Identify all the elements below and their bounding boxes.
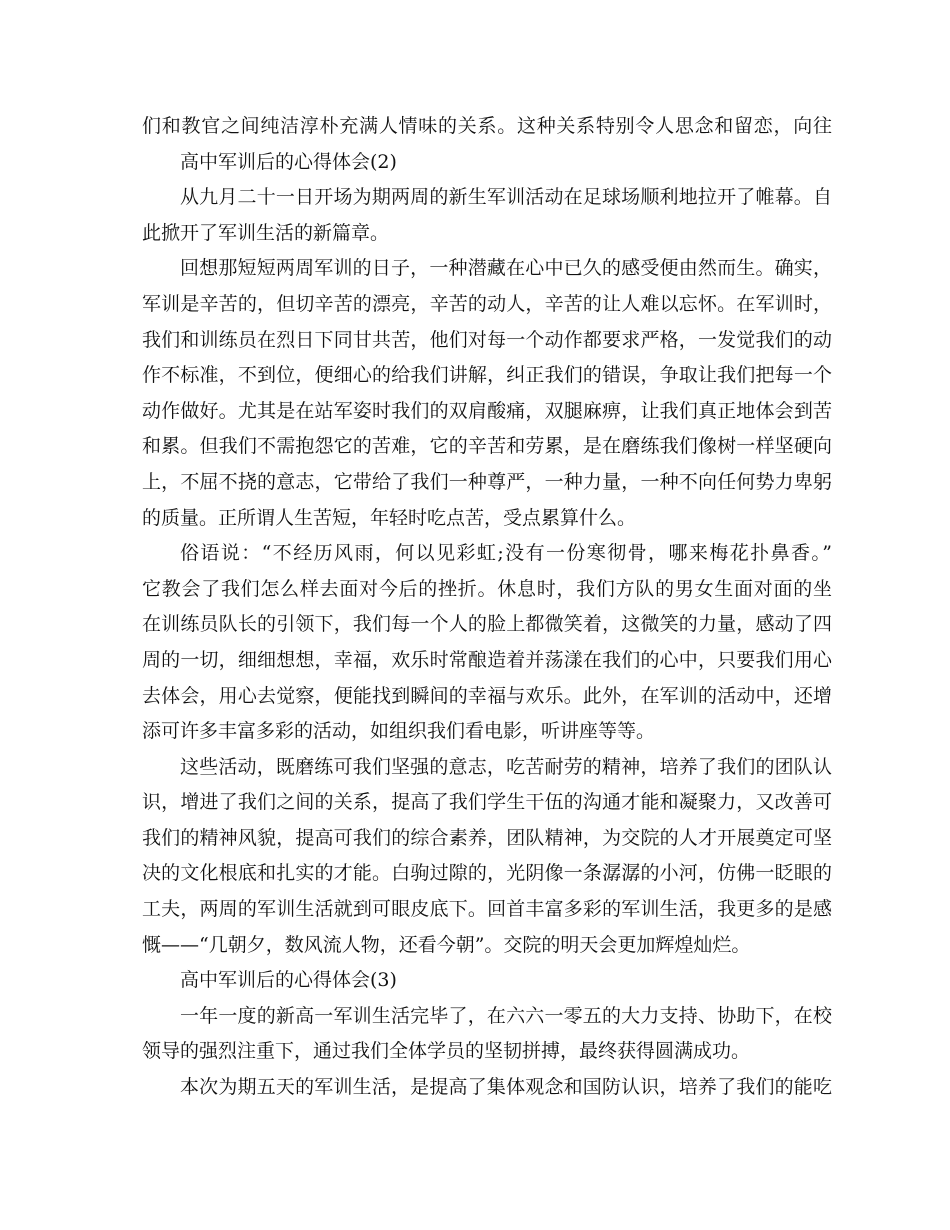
text-line: 我们的精神风貌，提高可我们的综合素养，团队精神，为交院的人才开展奠定可坚 (142, 826, 832, 849)
text-line: 在训练员队长的引领下，我们每一个人的脸上都微笑着，这微笑的力量，感动了四 (142, 613, 832, 636)
text-line: 一年一度的新高一军训生活完毕了，在六六一零五的大力支持、协助下，在校 (180, 1004, 832, 1027)
text-line: 作不标准，不到位，便细心的给我们讲解，纠正我们的错误，争取让我们把每一个 (142, 364, 832, 387)
text-line: 回想那短短两周军训的日子，一种潜藏在心中已久的感受便由然而生。确实， (180, 257, 832, 280)
text-line: 们和教官之间纯洁淳朴充满人情味的关系。这种关系特别令人思念和留恋，向往 (142, 115, 832, 137)
text-line: 识，增进了我们之间的关系，提高了我们学生干伍的沟通才能和凝聚力，又改善可 (142, 791, 832, 814)
text-line: 俗语说：“不经历风雨，何以见彩虹;没有一份寒彻骨，哪来梅花扑鼻香。” (180, 542, 832, 565)
text-line: 这些活动，既磨练可我们坚强的意志，吃苦耐劳的精神，培养了我们的团队认 (180, 755, 832, 778)
text-line: 和累。但我们不需抱怨它的苦难，它的辛苦和劳累，是在磨练我们像树一样坚硬向 (142, 435, 832, 458)
text-line: 上，不屈不挠的意志，它带给了我们一种尊严，一种力量，一种不向任何势力卑躬 (142, 470, 832, 493)
section-heading: 高中军训后的心得体会(3) (180, 969, 397, 992)
text-line: 的质量。正所谓人生苦短，年轻时吃点苦，受点累算什么。 (142, 506, 637, 529)
text-line: 动作做好。尤其是在站军姿时我们的双肩酸痛，双腿麻痹，让我们真正地体会到苦 (142, 399, 832, 422)
text-line: 去体会，用心去觉察，便能找到瞬间的幸福与欢乐。此外，在军训的活动中，还增 (142, 684, 832, 707)
text-line: 它教会了我们怎么样去面对今后的挫折。休息时，我们方队的男女生面对面的坐 (142, 577, 832, 600)
text-line: 我们和训练员在烈日下同甘共苦，他们对每一个动作都要求严格，一发觉我们的动 (142, 328, 832, 351)
text-line: 决的文化根底和扎实的才能。白驹过隙的，光阴像一条潺潺的小河，仿佛一眨眼的 (142, 862, 832, 885)
text-line: 周的一切，细细想想，幸福，欢乐时常酿造着并荡漾在我们的心中，只要我们用心 (142, 648, 832, 671)
document-body (142, 109, 832, 1106)
section-heading: 高中军训后的心得体会(2) (180, 150, 397, 173)
text-line: 慨——“几朝夕，数风流人物，还看今朝”。交院的明天会更加辉煌灿烂。 (142, 933, 751, 956)
text-line: 领导的强烈注重下，通过我们全体学员的坚韧拼搏，最终获得圆满成功。 (142, 1040, 751, 1063)
text-line: 本次为期五天的军训生活，是提高了集体观念和国防认识，培养了我们的能吃 (180, 1076, 832, 1099)
text-line: 军训是辛苦的，但切辛苦的漂亮，辛苦的动人，辛苦的让人难以忘怀。在军训时， (142, 292, 832, 315)
text-line: 此掀开了军训生活的新篇章。 (142, 221, 390, 244)
text-line: 从九月二十一日开场为期两周的新生军训活动在足球场顺利地拉开了帷幕。自 (180, 186, 832, 209)
text-line: 添可许多丰富多彩的活动，如组织我们看电影，听讲座等等。 (142, 720, 656, 743)
text-line: 工夫，两周的军训生活就到可眼皮底下。回首丰富多彩的军训生活，我更多的是感 (142, 898, 832, 921)
